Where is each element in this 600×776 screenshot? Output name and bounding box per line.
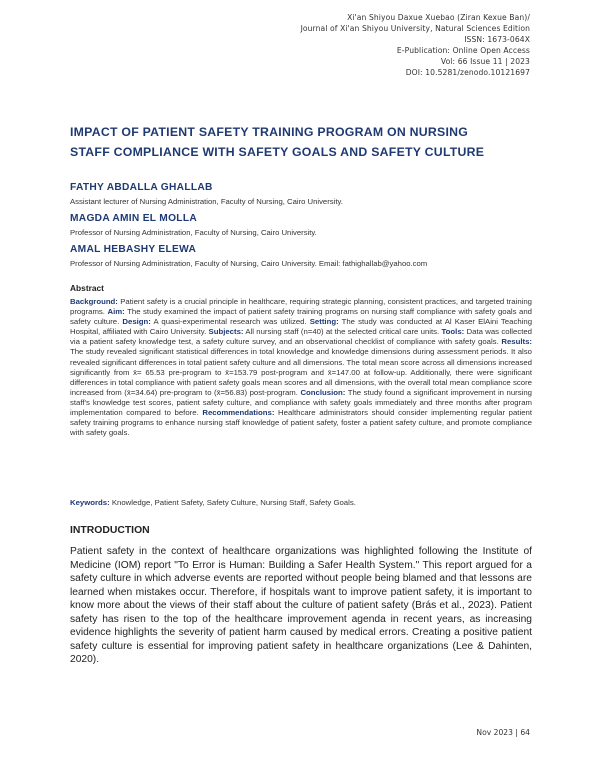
author-affiliation: Professor of Nursing Administration, Faculty of Nursing, Cairo University. Email: fathighallab@yahoo.com [70,259,428,268]
author-block [70,182,343,206]
author-name: FATHY ABDALLA GHALLAB [70,182,213,193]
author-name: MAGDA AMIN EL MOLLA [70,213,197,224]
introduction-body: Patient safety in the context of healthcare organizations was highlighted following the Institute of Medicine (IOM) report "To Error is Human: Building a Safer Health System." This report argued for a safety culture in which adverse events are reported without people being blamed and that lessons are learned when mistakes occur. Therefore, if hospitals want to improve patient safety, it is important to know more about the views of their staff about the culture of patient safety (Brás et al., 2023). Patient safety has risen to the top of the healthcare improvement agenda in recent years, as increasing evidence highlights the severity of patient harm caused by medical errors. Creating a positive patient safety culture is essential for improving patient safety in healthcare organizations (Lee & Dahinten, 2020). [70,546,532,666]
author-affiliation: Assistant lecturer of Nursing Administration, Faculty of Nursing, Cairo University. [70,197,343,206]
abstract-text: The study found a significant improvement in nursing staff's knowledge test scores, patient safety culture, and compliance with safety goals immediately and three months after program implementation compared to before. [70,387,532,418]
abstract-label: Results: [501,337,532,347]
author-name: AMAL HEBASHY ELEWA [70,244,197,255]
abstract-text: The study revealed significant statistical differences in total knowledge and knowledge dimensions during assessment periods. It also revealed significant differences in total patient safety culture and all dimensions. The total mean score across all dimensions increased significantly from x̄= 65.53 pre-program to x̄=153.79 post-program and x̄=147.00 at follow-up. Additionally, there were significant differences in total compliance with patient safety goals mean scores and all dimensions, with the overall total mean compliance score increased from (x̄=34.64) pre-program to (x̄=56.83) post-program. [70,347,532,397]
paper-title [70,122,532,162]
author-block [70,244,427,268]
volume-line: Vol: 66 Issue 11 | 2023 [440,57,530,67]
abstract-text: The study was conducted at Al Kaser ElAini Teaching Hospital, affiliated with Cairo University. [70,317,533,337]
abstract-body [70,297,532,438]
keywords-text: Knowledge, Patient Safety, Safety Culture, Nursing Staff, Safety Goals. [109,498,356,507]
abstract-text: All nursing staff (n=40) at the selected critical care units. [243,327,442,337]
abstract-label: Conclusion: [300,387,346,397]
author-block [70,213,317,237]
introduction-heading: INTRODUCTION [70,525,150,536]
abstract-label: Setting: [309,317,339,327]
abstract-label: Aim: [107,307,125,317]
journal-line: Journal of Xi'an Shiyou University, Natural Sciences Edition [300,24,530,34]
abstract-heading: Abstract [70,283,104,293]
page-footer: Nov 2023 | 64 [476,728,530,737]
paper-title-line: IMPACT OF PATIENT SAFETY TRAINING PROGRAM ON NURSING [70,125,469,139]
abstract-label: Subjects: [208,327,244,337]
abstract-text: Patient safety is a crucial principle in healthcare, requiring strategic planning, consistent practices, and targeted training programs. [70,297,532,317]
abstract-label: Background: [70,297,118,306]
keywords [70,498,532,507]
abstract-text: Healthcare administrators should consider implementing regular patient safety training programs to enhance nursing staff knowledge of patient safety, foster a patient safety culture, and promote compliance with safety goals. [70,408,532,438]
abstract-label: Recommendations: [202,408,275,418]
abstract-text: The study examined the impact of patient safety training programs on nursing staff compliance with safety goals and safety culture. [70,307,532,327]
journal-line: Xi'an Shiyou Daxue Xuebao (Ziran Kexue Ban)/ [347,13,530,22]
paper-title-line: STAFF COMPLIANCE WITH SAFETY GOALS AND SAFETY CULTURE [70,145,485,159]
abstract-text: A quasi-experimental research was utilized. [150,317,310,327]
doi-line: DOI: 10.5281/zenodo.10121697 [405,68,530,78]
abstract-label: Tools: [441,327,465,337]
issn-line: ISSN: 1673-064X [464,35,530,45]
abstract-text: Data was collected via a patient safety knowledge test, a safety culture survey, and an observational checklist of compliance with safety goals. [70,327,532,347]
journal-header [301,12,530,79]
abstract-label: Design: [122,317,151,327]
publication-line: E-Publication: Online Open Access [396,46,530,56]
keywords-label: Keywords: [70,498,110,507]
author-affiliation: Professor of Nursing Administration, Faculty of Nursing, Cairo University. [70,228,317,237]
